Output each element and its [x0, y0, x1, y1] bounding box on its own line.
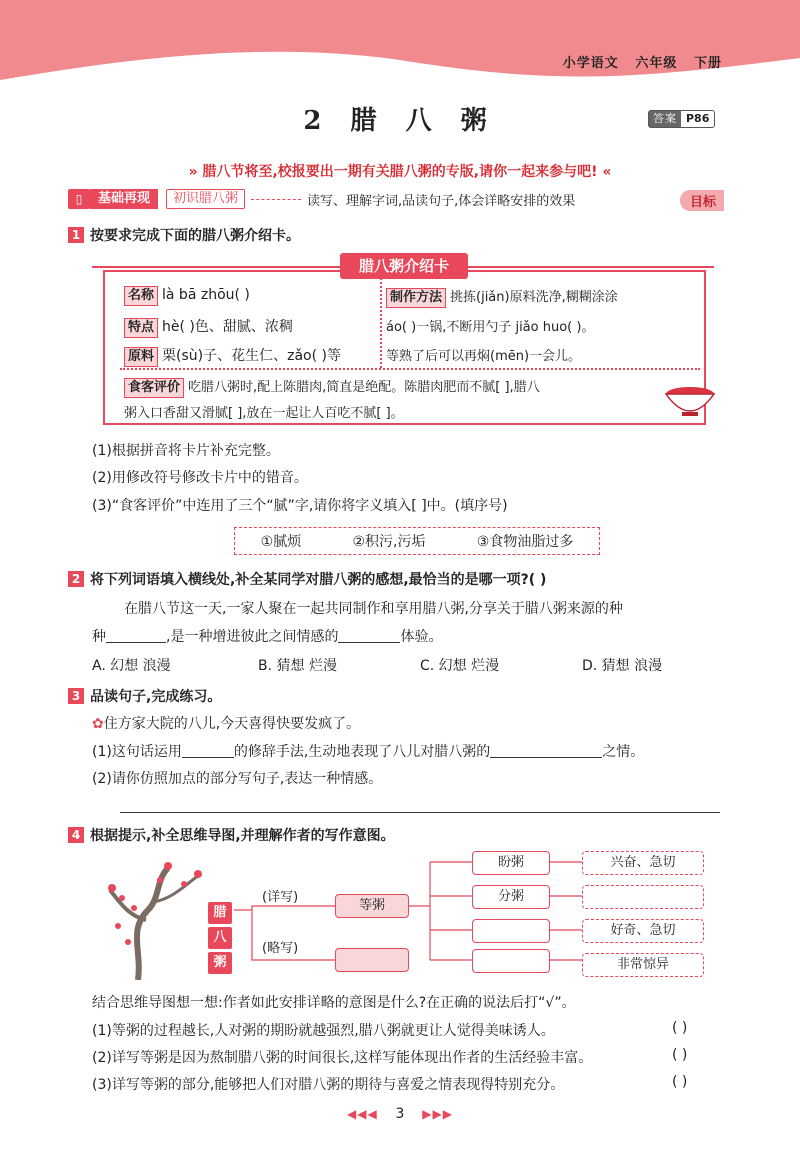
chevron-right-icon: »: [188, 164, 198, 180]
q3-sentence-row: [92, 713, 360, 733]
check-paren-2[interactable]: ( ): [672, 1047, 688, 1063]
section-header: [68, 188, 575, 210]
card-trait-row: [124, 316, 293, 338]
ingredient-label: 原料: [124, 347, 158, 367]
mid-node-1: 盼粥: [472, 851, 550, 875]
question-text: 品读句子,完成练习。: [90, 689, 222, 705]
q3-sentence: 住方家大院的八儿,今天喜得快要发疯了。: [103, 716, 361, 732]
question-4: [68, 825, 395, 845]
check-paren-1[interactable]: ( ): [672, 1020, 688, 1036]
card-method-row: [386, 286, 618, 308]
choice-c[interactable]: C. 幻想 烂漫: [420, 658, 500, 674]
blank-feeling[interactable]: [490, 744, 602, 758]
card-ingredient-row: [124, 345, 341, 367]
root-node: [204, 898, 236, 978]
q4-question: 结合思维导图想一想:作者如此安排详略的意图是什么?在正确的说法后打“√”。: [92, 995, 576, 1011]
review-text-1[interactable]: 吃腊八粥时,配上陈腊肉,简直是绝配。陈腊肉肥而不腻[ ],腊八: [188, 380, 540, 395]
answer-page: P86: [686, 112, 710, 125]
next-arrows-icon: ▶▶▶: [422, 1107, 453, 1121]
wait-node: 等粥: [335, 894, 409, 918]
choice-a[interactable]: A. 幻想 浪漫: [92, 658, 171, 674]
name-label: 名称: [124, 286, 158, 306]
header-subject: 小学语文: [562, 56, 619, 71]
book-icon: ▯: [68, 189, 90, 209]
q3-sub-1a: (1)这句话运用: [92, 744, 182, 760]
card-review-row: [124, 376, 540, 398]
question-1: [68, 225, 300, 245]
option-3: ③食物油脂过多: [476, 534, 574, 550]
card-divider-h: [120, 368, 700, 370]
statement-3: (3)详写等粥的部分,能够把人们对腊八粥的期待与喜爱之情表现得特别充分。: [92, 1077, 565, 1093]
q1-sub-1: (1)根据拼音将卡片补充完整。: [92, 443, 280, 459]
root-char-3: 粥: [208, 952, 232, 974]
book-header: [563, 52, 722, 71]
blank-2[interactable]: [338, 629, 400, 643]
method-text-2[interactable]: áo( )一锅,不断用勺子 jiǎo huo( )。: [386, 320, 595, 335]
answer-line[interactable]: [120, 812, 720, 813]
question-2: [68, 569, 546, 589]
name-text[interactable]: là bā zhōu( ): [162, 287, 250, 303]
question-number: 2: [68, 571, 84, 587]
meaning-options: [234, 527, 600, 555]
statement-2: (2)详写等粥是因为熬制腊八粥的时间很长,这样写能体现出作者的生活经验丰富。: [92, 1050, 593, 1066]
trait-text[interactable]: hè( )色、甜腻、浓稠: [162, 319, 293, 335]
method-text-3: 等熟了后可以再焖(mēn)一会儿。: [386, 349, 582, 364]
goal-tag: 目标: [680, 190, 724, 211]
question-number: 4: [68, 827, 84, 843]
brief-node[interactable]: [335, 948, 409, 972]
page-footer: [0, 1106, 800, 1122]
prev-arrows-icon: ◀◀◀: [347, 1107, 378, 1121]
choice-d[interactable]: D. 猜想 浪漫: [582, 658, 663, 674]
option-1: ①腻烦: [260, 534, 302, 550]
q3-sub-2: (2)请你仿照加点的部分写句子,表达一种情感。: [92, 771, 383, 787]
question-text: 按要求完成下面的腊八粥介绍卡。: [90, 228, 300, 244]
page-title: 2 腊 八 粥: [303, 106, 497, 136]
q2-line-2a: 种: [92, 629, 106, 645]
right-node-4: 非常惊异: [582, 953, 704, 977]
root-char-2: 八: [208, 927, 232, 949]
answer-label: 答案: [649, 111, 681, 127]
header-grade: 六年级: [635, 56, 678, 71]
q3-sub-1c: 之情。: [602, 744, 645, 760]
trait-label: 特点: [124, 318, 158, 338]
section-label: 基础再现: [90, 189, 158, 209]
question-text: 根据提示,补全思维导图,并理解作者的写作意图。: [90, 828, 395, 844]
page-number: 3: [395, 1106, 405, 1122]
mid-node-4[interactable]: [472, 949, 550, 973]
intro-sentence: 腊八节将至,校报要出一期有关腊八粥的专版,请你一起来参与吧!: [202, 164, 598, 180]
method-label: 制作方法: [386, 288, 446, 308]
card-title: 腊八粥介绍卡: [340, 253, 468, 279]
q3-sub-1: [92, 741, 644, 761]
question-text: 将下列词语填入横线处,补全某同学对腊八粥的感想,最恰当的是哪一项?( ): [90, 572, 547, 588]
blank-rhetoric[interactable]: [182, 744, 234, 758]
question-number: 3: [68, 688, 84, 704]
chevron-left-icon: «: [602, 164, 612, 180]
q3-sub-1b: 的修辞手法,生动地表现了八儿对腊八粥的: [233, 744, 491, 760]
q2-line-2: [92, 626, 442, 646]
right-node-1: 兴奋、急切: [582, 851, 704, 875]
mid-node-2: 分粥: [472, 885, 550, 909]
answer-tag[interactable]: [648, 110, 715, 128]
option-2: ②积污,污垢: [352, 534, 426, 550]
review-text-2[interactable]: 粥入口香甜又滑腻[ ],放在一起让人百吃不腻[ ]。: [124, 406, 404, 421]
intro-text: [0, 161, 800, 181]
blank-1[interactable]: [106, 629, 166, 643]
root-char-1: 腊: [208, 902, 232, 924]
plum-blossom-icon: [98, 850, 208, 980]
q1-sub-2: (2)用修改符号修改卡片中的错音。: [92, 470, 308, 486]
check-paren-3[interactable]: ( ): [672, 1074, 688, 1090]
right-node-2[interactable]: [582, 885, 704, 909]
q2-line-2c: 体验。: [400, 629, 443, 645]
detail-label: (详写): [262, 890, 299, 905]
choice-b[interactable]: B. 猜想 烂漫: [258, 658, 337, 674]
q2-line-1: 在腊八节这一天,一家人聚在一起共同制作和享用腊八粥,分享关于腊八粥来源的种: [124, 601, 623, 617]
statement-1: (1)等粥的过程越长,人对粥的期盼就越强烈,腊八粥就更让人觉得美味诱人。: [92, 1023, 555, 1039]
section-goal: 读写、理解字词,品读句子,体会详略安排的效果: [307, 193, 576, 209]
question-3: [68, 686, 221, 706]
right-node-3: 好奇、急切: [582, 919, 704, 943]
review-label: 食客评价: [124, 378, 184, 398]
section-sub: 初识腊八粥: [166, 189, 245, 209]
q2-line-2b: ,是一种增进彼此之间情感的: [166, 629, 339, 645]
card-divider-v: [380, 278, 382, 368]
mid-node-3[interactable]: [472, 919, 550, 943]
method-text-1: 挑拣(jiǎn)原料洗净,糊糊涂涂: [450, 290, 618, 305]
card-name-row: [124, 286, 250, 306]
porridge-bowl-icon: [660, 380, 720, 420]
header-volume: 下册: [693, 56, 722, 71]
q1-sub-3: (3)“食客评价”中连用了三个“腻”字,请你将字义填入[ ]中。(填序号): [92, 498, 508, 514]
brief-label: (略写): [262, 941, 299, 956]
question-number: 1: [68, 227, 84, 243]
divider: [251, 199, 301, 200]
flower-icon: ✿: [92, 716, 104, 732]
ingredient-text[interactable]: 栗(sù)子、花生仁、zǎo( )等: [162, 348, 341, 364]
